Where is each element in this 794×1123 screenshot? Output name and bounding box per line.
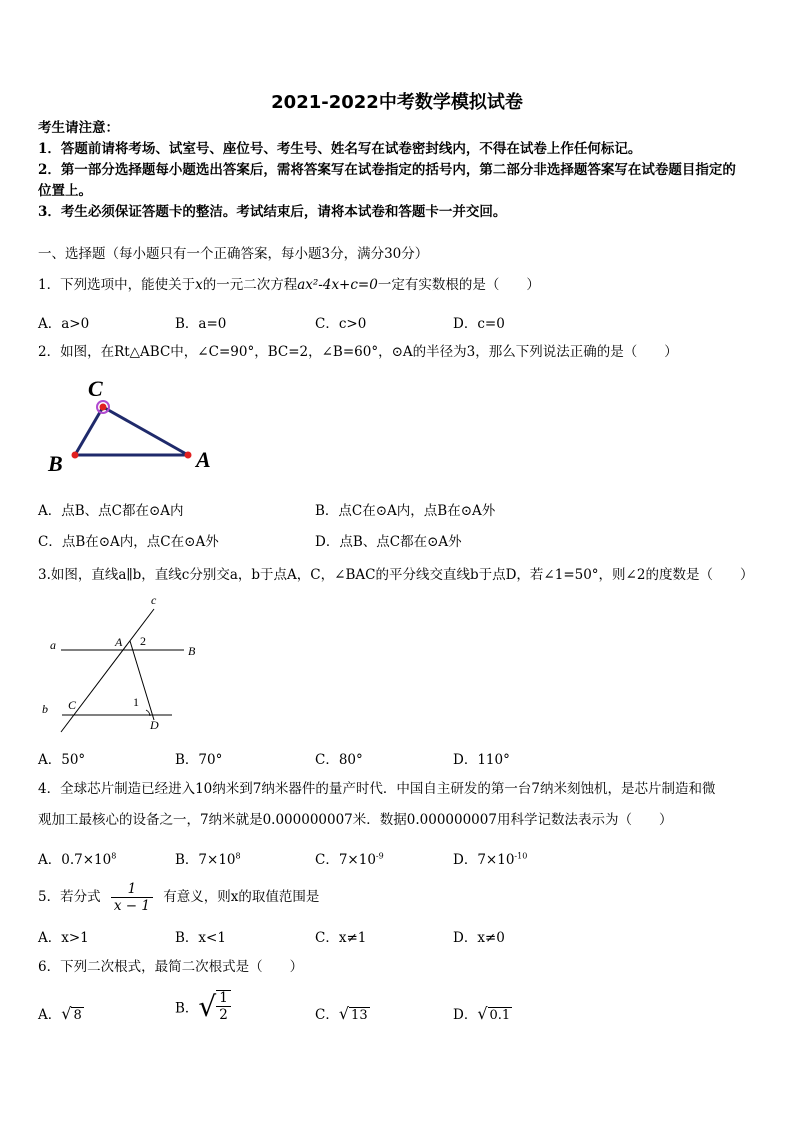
option-d: D．110°: [453, 752, 510, 768]
option-c: C．80°: [315, 752, 363, 768]
sqrt-sign: √: [198, 990, 217, 1023]
svg-text:C: C: [68, 698, 77, 712]
svg-text:1: 1: [133, 695, 139, 709]
option-b: B．√ $\frac{1}{2}$: [175, 990, 231, 1023]
triangle-figure: [40, 372, 230, 482]
sqrt-sign: √: [477, 1004, 488, 1023]
question-1-stem: 1．下列选项中，能使关于x的一元二次方程ax²-4x+c=0一定有实数根的是（ ）: [38, 277, 540, 293]
svg-text:2: 2: [140, 634, 146, 648]
option-a: A．50°: [38, 752, 86, 768]
option-d: D．$7\times 10^{-10}$: [453, 851, 528, 868]
option-d: D．√ 0.1: [453, 1004, 511, 1023]
fraction: $\frac{1}{x - 1}$: [111, 882, 153, 914]
question-4-stem-line2: 观加工最核心的设备之一，7纳米就是0.000000007米．数据0.000000007用科学记数法表示为（ ）: [38, 812, 673, 828]
question-4-stem-line1: 4．全球芯片制造已经进入10纳米到7纳米器件的量产时代．中国自主研发的第一台7纳米刻蚀机，是芯片制造和微: [38, 781, 716, 797]
svg-text:a: a: [50, 638, 56, 652]
svg-text:c: c: [151, 593, 157, 607]
option-b: B．x<1: [175, 930, 226, 946]
notice-item: 位置上。: [38, 183, 92, 199]
svg-text:B: B: [188, 644, 196, 658]
section-heading: 一、选择题（每小题只有一个正确答案，每小题3分，满分30分）: [38, 246, 429, 262]
option-b: B．点C在⊙A内，点B在⊙A外: [315, 503, 496, 519]
page-title: 2021-2022中考数学模拟试卷: [271, 92, 523, 113]
label-c: C: [88, 376, 103, 401]
svg-text:b: b: [42, 702, 48, 716]
notice-heading: 考生请注意：: [38, 120, 119, 136]
question-5-stem: 5．若分式 $\frac{1}{x - 1}$ 有意义，则x的取值范围是: [38, 880, 320, 914]
option-d: D．点B、点C都在⊙A外: [315, 534, 462, 550]
option-d: D．c=0: [453, 316, 505, 332]
point-b: [72, 452, 79, 459]
question-6-stem: 6．下列二次根式，最简二次根式是（ ）: [38, 959, 304, 975]
notice-item: 2．第一部分选择题每小题选出答案后，需将答案写在试卷指定的括号内，第二部分非选择题答案写在试卷题目指定的: [38, 162, 736, 178]
option-c: C．点B在⊙A内，点C在⊙A外: [38, 534, 219, 550]
svg-text:D: D: [150, 718, 159, 732]
svg-text:A: A: [115, 635, 123, 649]
notice-item: 1．答题前请将考场、试室号、座位号、考生号、姓名写在试卷密封线内，不得在试卷上作任何标记。: [38, 141, 642, 157]
option-b: B．$7\times 10^8$: [175, 851, 241, 868]
sqrt-sign: √: [338, 1004, 350, 1023]
option-b: B．70°: [175, 752, 223, 768]
option-a: A．a>0: [38, 316, 90, 332]
parallel-lines-figure: [38, 592, 208, 737]
option-a: A．$0.7\times 10^8$: [38, 851, 117, 868]
option-a: A．√ 8: [38, 1004, 82, 1023]
option-a: A．x>1: [38, 930, 89, 946]
question-2-stem: 2．如图，在Rt△ABC中，∠C=90°，BC=2，∠B=60°，⊙A的半径为3，那么下列说法正确的是（ ）: [38, 344, 678, 360]
label-b: B: [48, 451, 63, 476]
point-c: [100, 404, 107, 411]
equation: ax²-4x+c=0: [297, 277, 378, 293]
option-c: C．√ 13: [315, 1004, 368, 1023]
notice-item: 3．考生必须保证答题卡的整洁。考试结束后，请将本试卷和答题卡一并交回。: [38, 204, 507, 220]
option-c: C．$7\times 10^{-9}$: [315, 851, 384, 868]
option-d: D．x≠0: [453, 930, 505, 946]
sqrt-sign: √: [61, 1004, 72, 1023]
point-a: [185, 452, 192, 459]
option-a: A．点B、点C都在⊙A内: [38, 503, 184, 519]
option-c: C．x≠1: [315, 930, 367, 946]
question-3-stem: 3.如图，直线a∥b，直线c分别交a，b于点A，C，∠BAC的平分线交直线b于点D，若∠1=50°，则∠2的度数是（ ）: [38, 567, 754, 583]
option-b: B．a=0: [175, 316, 227, 332]
label-a: A: [196, 447, 211, 472]
option-c: C．c>0: [315, 316, 367, 332]
